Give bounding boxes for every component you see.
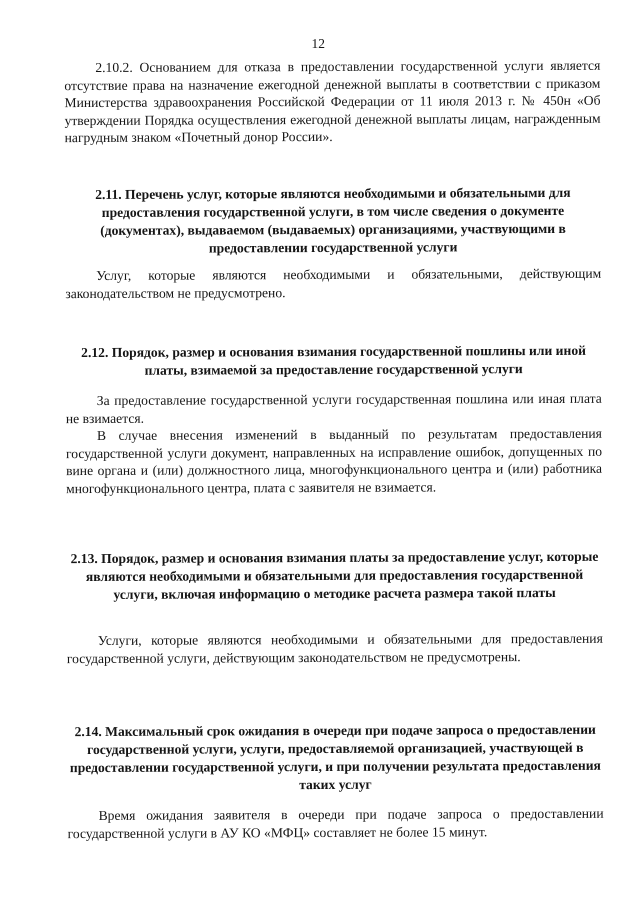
paragraph: За предоставление государственной услуги государственная пошлина или иная плата не взимается. [65,390,602,426]
paragraph: Услуги, которые являются необходимыми и обязательными для предоставления государственной услуги, действующим законодательством не предусмотрены. [66,630,603,666]
section-2-12-body [66,390,602,498]
paragraph: Время ожидания заявителя в очереди при подаче запроса о предоставлении государственной услуги в АУ КО «МФЦ» составляет не более 15 минут. [67,805,604,841]
heading-2-13: 2.13. Порядок, размер и основания взимания платы за предоставление услуг, которые являются необходимыми и обязательными для предоставления государственной услуги, включая информацию о методике расчета размера такой платы [70,548,599,602]
paragraph: В случае внесения изменений в выданный по результатам предоставления государственной услуги документ, направленных на исправление ошибок, допущенных по вине органа и (или) должностного лица, многофункционального центра и (или) работника многофункционального центра, плата с заявителя не взимается. [65,425,603,497]
section-2-14-body [68,805,604,843]
section-2-13-body [67,630,603,668]
section-2-10-2 [64,57,600,147]
page-number: 12 [311,35,325,52]
paragraph: 2.10.2. Основанием для отказа в предоставлении государственной услуги является отсутствие права на назначение ежегодной денежной выплаты в соответствии с приказом Министерства здравоохранения Российской Федерации от 11 июля 2013 г. № 450н «Об утверждении Порядка осуществления ежегодной денежной выплаты лицам, награжденным нагрудным знаком «Почетный донор России». [64,57,601,146]
heading-2-11: 2.11. Перечень услуг, которые являются необходимыми и обязательными для предоставления государственной услуги, в том числе сведения о документе (документах), выдаваемом (выдаваемых) организациями, участвующими в предоставлении государственной услуги [95,184,571,256]
heading-2-12: 2.12. Порядок, размер и основания взимания государственной пошлины или иной платы, взимаемой за предоставление государственной услуги [81,342,586,378]
paragraph: Услуг, которые являются необходимыми и обязательными, действующим законодательством не предусмотрено. [65,265,602,301]
heading-2-14: 2.14. Максимальный срок ожидания в очереди при подаче запроса о предоставлении государственной услуги, услуги, предоставляемой организацией, участвующей в предоставлении государственной услуги, и при получении результата предоставления таких услуг [69,721,601,793]
section-2-11-body [65,265,601,303]
